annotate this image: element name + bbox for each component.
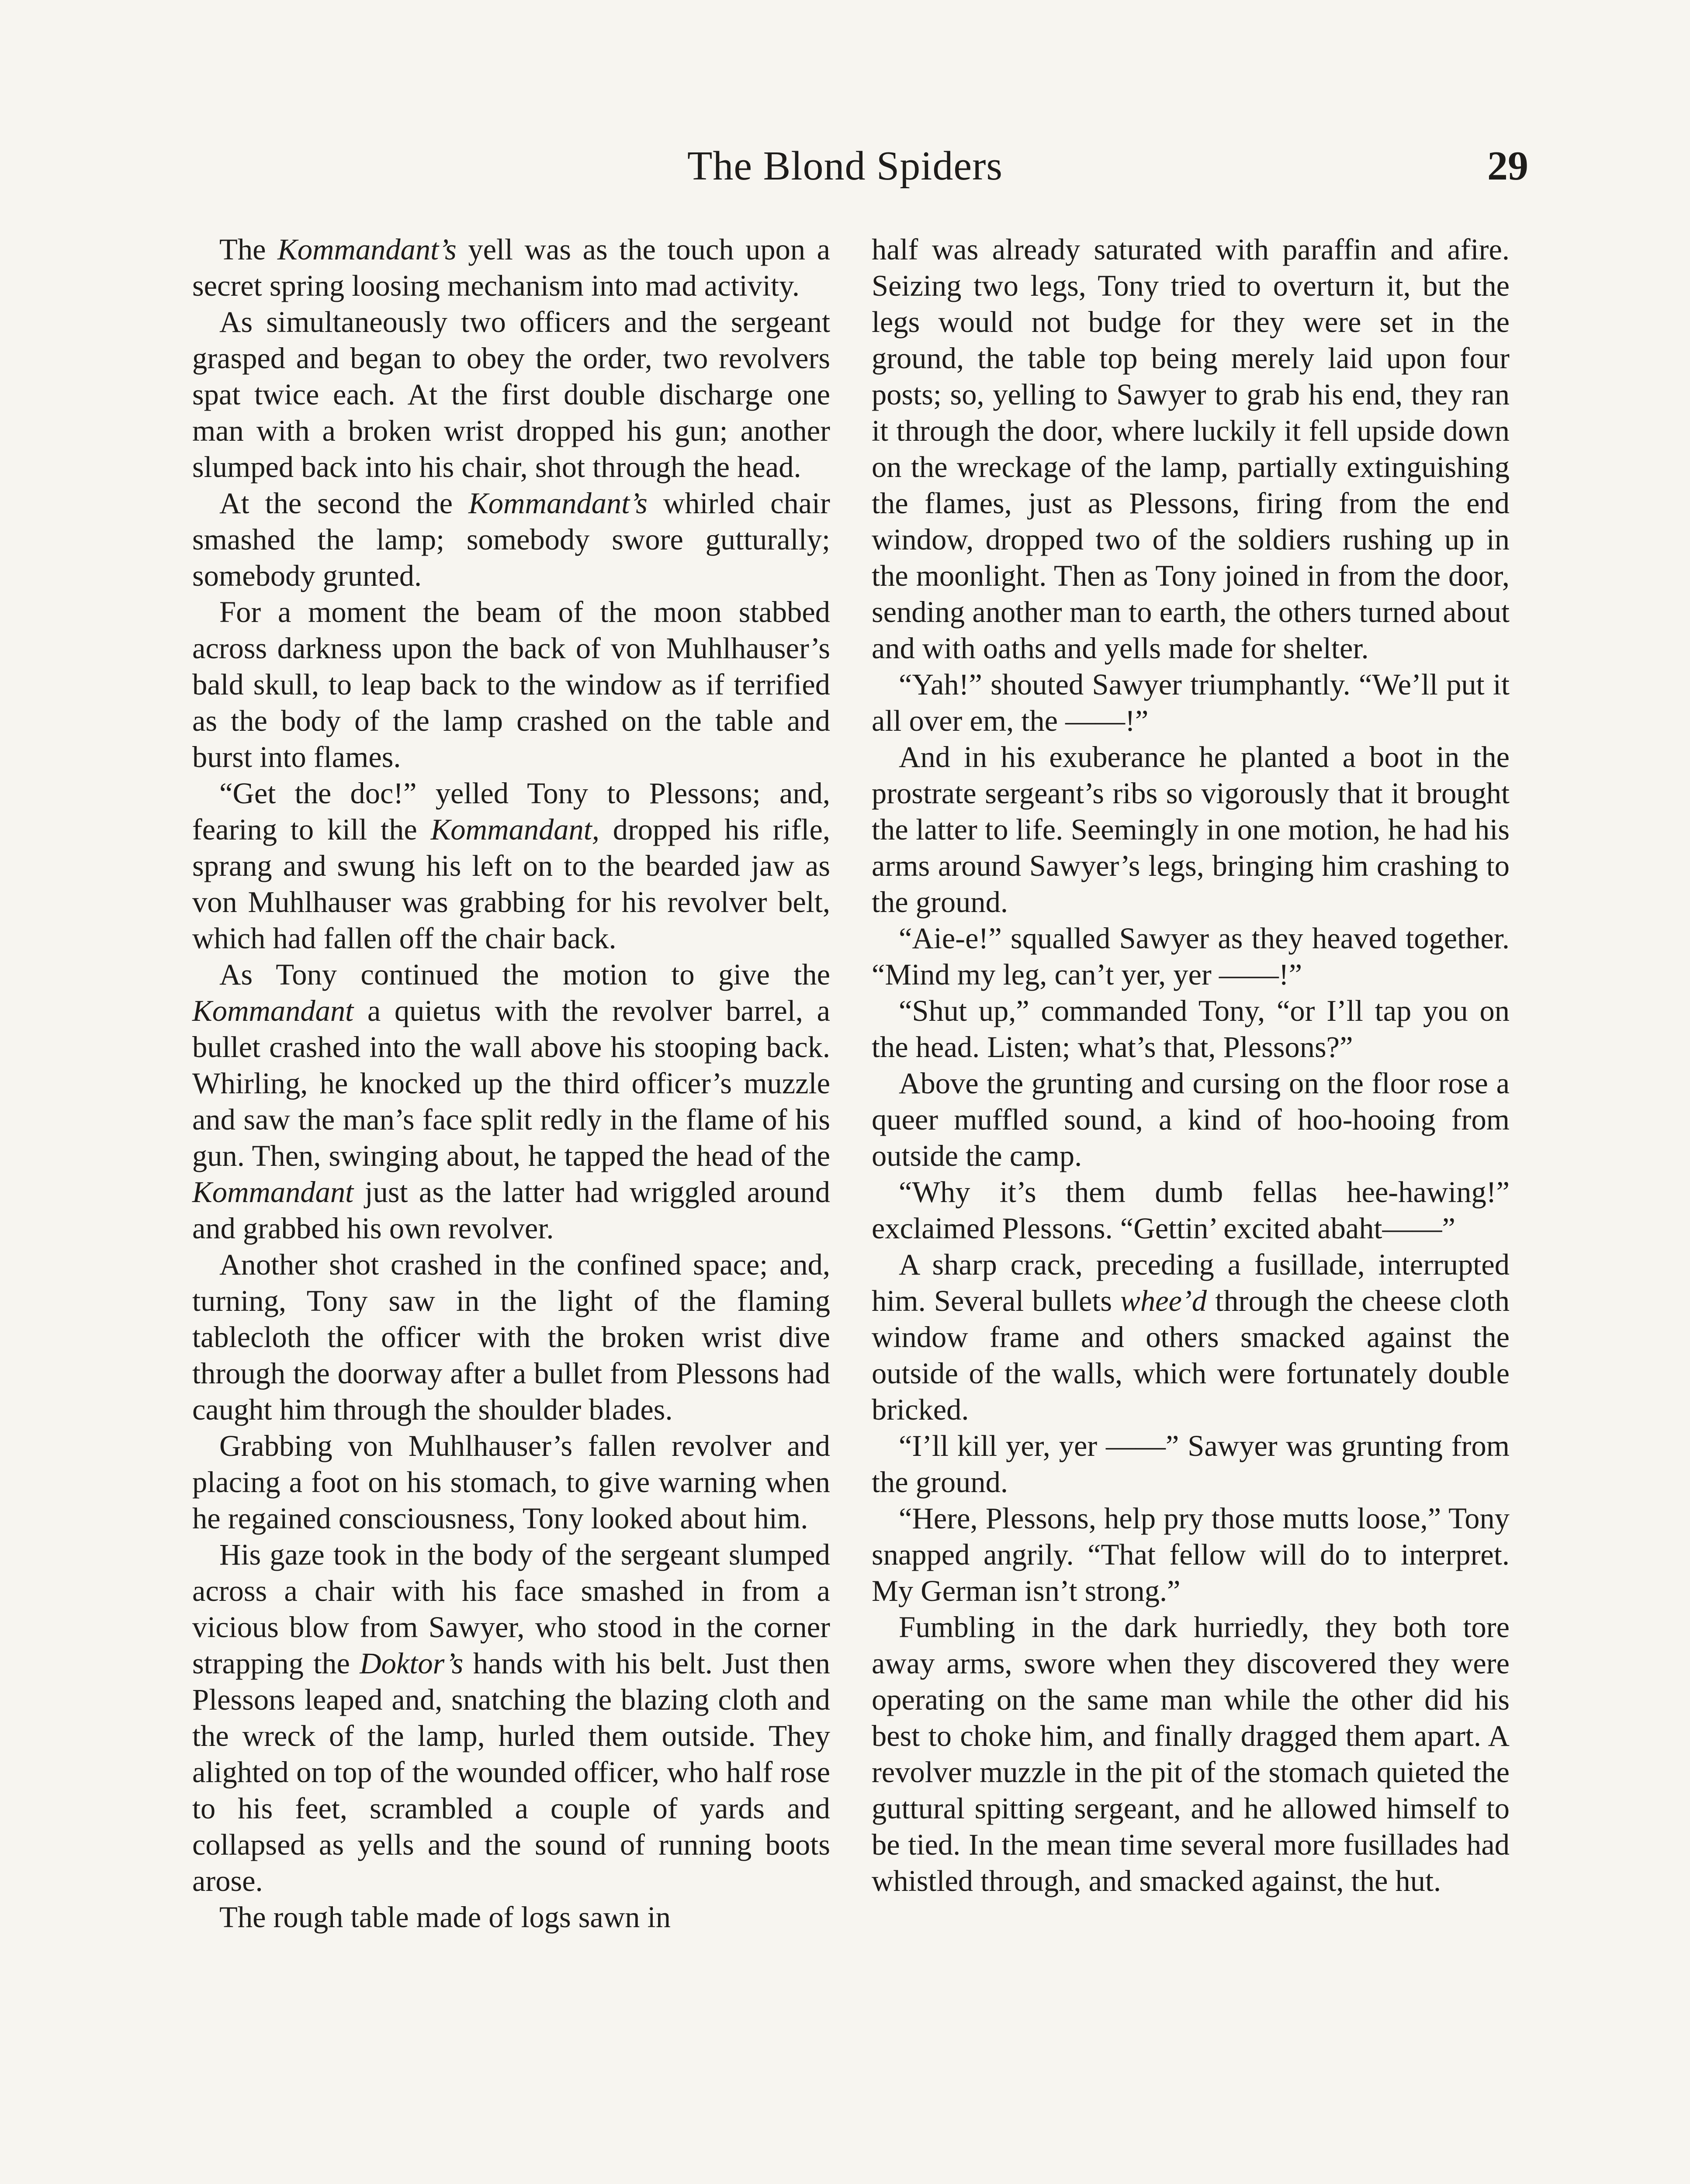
italic-text: Kommandant’s	[277, 233, 457, 266]
paragraph	[192, 1537, 830, 1899]
paragraph	[192, 1428, 830, 1537]
right-text-column	[872, 232, 1510, 1899]
text-run: For a moment the beam of the moon stabbed across darkness upon the back of von Muhlhauser’s bald skull, to leap back to the window as if terrified as the body of the lamp crashed on the table and burst into flames.	[192, 595, 830, 774]
left-text-column	[192, 232, 830, 1935]
paragraph	[872, 667, 1510, 739]
italic-text: Doktor’s	[360, 1647, 464, 1680]
text-run: “I’ll kill yer, yer ——” Sawyer was grunting from the ground.	[872, 1429, 1510, 1499]
paragraph	[872, 1174, 1510, 1247]
text-run: Above the grunting and cursing on the floor rose a queer muffled sound, a kind of hoo-hooing from outside the camp.	[872, 1067, 1510, 1172]
paragraph	[872, 1428, 1510, 1500]
italic-text: Kommandant,	[430, 813, 599, 846]
paragraph	[192, 485, 830, 594]
italic-text: whee’d	[1120, 1284, 1207, 1317]
text-run: “Here, Plessons, help pry those mutts loose,” Tony snapped angrily. “That fellow will do to interpret. My German isn’t strong.”	[872, 1502, 1510, 1607]
text-run: half was already saturated with paraffin and afire. Seizing two legs, Tony tried to overturn it, but the legs would not budge for they were set in the ground, the table top being merely laid upon four posts; so, yelling to Sawyer to grab his end, they ran it through the door, where luckily it fell upside down on the wreckage of the lamp, partially extinguishing the flames, just as Plessons, firing from the end window, dropped two of the soldiers rushing up in the moonlight. Then as Tony joined in from the door, sending another man to earth, the others turned about and with oaths and yells made for shelter.	[872, 233, 1510, 665]
page-header	[0, 131, 1690, 201]
text-run: through the cheese cloth window frame and others smacked against the outside of the walls, which were fortunately double bricked.	[872, 1284, 1510, 1426]
text-run: The rough table made of logs sawn in	[219, 1901, 671, 1934]
paragraph	[192, 775, 830, 957]
text-run: As simultaneously two officers and the sergeant grasped and began to obey the order, two revolvers spat twice each. At the first double discharge one man with a broken wrist dropped his gun; another slumped back into his chair, shot through the head.	[192, 305, 830, 484]
text-run: And in his exuberance he planted a boot in the prostrate sergeant’s ribs so vigorously that it brought the latter to life. Seemingly in one motion, he had his arms around Sawyer’s legs, bringing him crashing to the ground.	[872, 740, 1510, 919]
paragraph	[872, 739, 1510, 920]
paragraph	[192, 1899, 830, 1935]
italic-text: Kommandant	[192, 994, 354, 1027]
text-run: “Shut up,” commanded Tony, “or I’ll tap you on the head. Listen; what’s that, Plessons?”	[872, 994, 1510, 1064]
paragraph	[192, 304, 830, 485]
text-run: hands with his belt. Just then Plessons leaped and, snatching the blazing cloth and the wreck of the lamp, hurled them outside. They alighted on top of the wounded officer, who half rose to his feet, scrambled a couple of yards and collapsed as yells and the sound of running boots arose.	[192, 1647, 831, 1897]
italic-text: Kommandant	[192, 1175, 354, 1209]
text-run: dropped his rifle, sprang and swung his left on to the bearded jaw as von Muhlhauser was grabbing for his revolver belt, which had fallen off the chair back.	[192, 813, 830, 955]
paragraph	[192, 594, 830, 775]
text-run: A sharp crack, preceding a fusillade, interrupted him. Several bullets	[872, 1248, 1510, 1317]
text-run: yell was as the touch upon a secret spring loosing mechanism into mad activity.	[192, 233, 830, 302]
text-run: just as the latter had wriggled around and grabbed his own revolver.	[192, 1175, 830, 1245]
paragraph	[872, 1065, 1510, 1174]
paragraph	[872, 1609, 1510, 1899]
text-run: The	[219, 233, 278, 266]
paragraph	[872, 1247, 1510, 1428]
italic-text: Kommandant’s	[468, 487, 648, 520]
text-run: “Yah!” shouted Sawyer triumphantly. “We’ll put it all over em, the ——!”	[872, 668, 1510, 737]
text-run: whirled chair smashed the lamp; somebody swore gutturally; somebody grunted.	[192, 487, 830, 592]
paragraph	[872, 1500, 1510, 1609]
text-run: Another shot crashed in the confined space; and, turning, Tony saw in the light of the flaming tablecloth the officer with the broken wrist dive through the doorway after a bullet from Plessons had caught him through the shoulder blades.	[192, 1248, 830, 1426]
paragraph-continued	[872, 232, 1510, 667]
text-run: “Why it’s them dumb fellas hee-hawing!” exclaimed Plessons. “Gettin’ excited abaht——”	[872, 1175, 1510, 1245]
text-run: As Tony continued the motion to give the	[219, 958, 830, 991]
text-run: Grabbing von Muhlhauser’s fallen revolver and placing a foot on his stomach, to give warning when he regained consciousness, Tony looked about him.	[192, 1429, 830, 1535]
text-run: “Get the doc!” yelled Tony to Plessons; and, fearing to kill the	[192, 777, 830, 846]
page-number: 29	[1487, 143, 1528, 189]
paragraph	[192, 957, 830, 1247]
paragraph	[872, 993, 1510, 1065]
paragraph	[192, 1247, 830, 1428]
text-run: “Aie-e!” squalled Sawyer as they heaved together. “Mind my leg, can’t yer, yer ——!”	[872, 922, 1510, 991]
text-run: a quietus with the revolver barrel, a bullet crashed into the wall above his stooping back. Whirling, he knocked up the third officer’s muzzle and saw the man’s face split redly in the flame of his gun. Then, swinging about, he tapped the head of the	[192, 994, 830, 1172]
text-run: At the second the	[219, 487, 469, 520]
text-run: Fumbling in the dark hurriedly, they both tore away arms, swore when they discovered they were operating on the same man while the other did his best to choke him, and finally dragged them apart. A revolver muzzle in the pit of the stomach quieted the guttural spitting sergeant, and he allowed himself to be tied. In the mean time several more fusillades had whistled through, and smacked against, the hut.	[872, 1610, 1510, 1897]
text-run: His gaze took in the body of the sergeant slumped across a chair with his face smashed in from a vicious blow from Sawyer, who stood in the corner strapping the	[192, 1538, 830, 1680]
paragraph	[192, 232, 830, 304]
paragraph	[872, 920, 1510, 993]
running-title: The Blond Spiders	[687, 143, 1003, 189]
